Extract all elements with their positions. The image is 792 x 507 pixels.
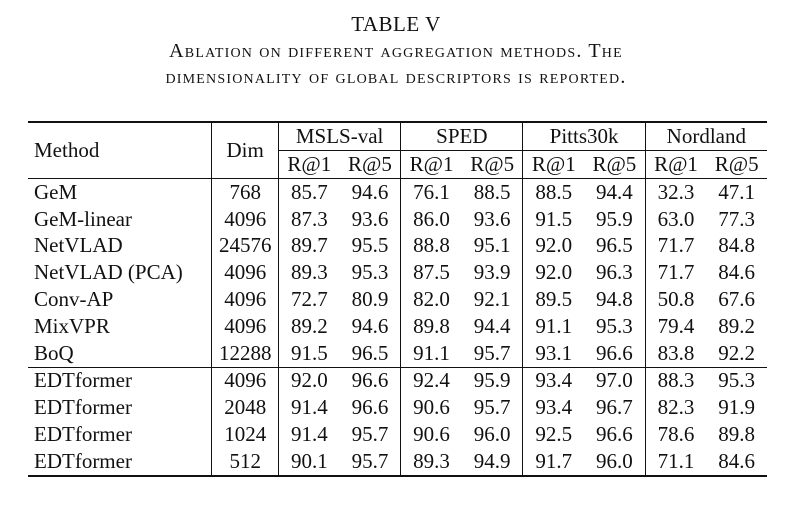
cell-value: 91.9 (718, 395, 756, 420)
cell-value: 71.7 (645, 233, 706, 260)
cell-value: 87.5 (401, 259, 462, 286)
header-dataset-pitts30k: Pitts30k (523, 122, 645, 151)
cell-dim: 4096 (212, 259, 279, 286)
cell-value: 92.0 (279, 367, 340, 394)
cell-value: 95.7 (473, 395, 511, 420)
cell-value: 96.5 (351, 340, 389, 365)
table-row (28, 448, 767, 476)
cell-dim: 1024 (212, 421, 279, 448)
cell-value: 94.8 (596, 287, 633, 312)
cell-value: 84.6 (718, 260, 756, 285)
cell-value: 95.3 (706, 367, 767, 394)
cell-method: NetVLAD (PCA) (34, 260, 183, 285)
cell-value: 95.1 (473, 233, 511, 258)
cell-value: 82.3 (645, 394, 706, 421)
cell-dim: 768 (212, 179, 279, 206)
table-row (28, 340, 767, 367)
cell-value: 88.3 (645, 367, 706, 394)
caption-line-1: Ablation on different aggregation methods. The (169, 40, 623, 62)
cell-value: 95.3 (596, 313, 633, 338)
cell-value: 92.0 (523, 233, 584, 260)
cell-value: 96.6 (596, 422, 633, 447)
cell-value: 95.9 (596, 206, 633, 231)
cell-method: GeM-linear (34, 206, 132, 231)
cell-value: 92.2 (718, 340, 756, 365)
cell-value: 76.1 (401, 179, 462, 206)
cell-value: 96.6 (351, 395, 389, 420)
cell-value: 89.7 (290, 233, 328, 258)
cell-value: 91.5 (523, 206, 584, 233)
cell-value: 71.7 (645, 259, 706, 286)
cell-method: EDTformer (34, 395, 132, 420)
cell-value: 92.1 (473, 287, 511, 312)
cell-method: GeM (34, 179, 78, 204)
cell-value: 88.5 (523, 179, 584, 206)
header-dim: Dim (212, 122, 279, 179)
cell-value: 96.3 (596, 260, 633, 285)
cell-value: 92.5 (523, 421, 584, 448)
cell-value: 92.4 (401, 367, 462, 394)
cell-value: 94.6 (351, 313, 389, 338)
cell-value: 93.1 (523, 340, 584, 367)
cell-value: 82.0 (401, 286, 462, 313)
cell-value: 94.6 (351, 179, 389, 204)
cell-value: 93.6 (473, 206, 511, 231)
cell-value: 84.6 (706, 448, 767, 476)
header-metric: R@5 (706, 151, 767, 179)
cell-value: 85.7 (290, 179, 328, 204)
cell-value: 89.2 (718, 313, 756, 338)
cell-value: 67.6 (718, 287, 756, 312)
table-row (28, 259, 767, 286)
cell-value: 86.0 (401, 206, 462, 233)
cell-method: Conv-AP (34, 287, 114, 312)
cell-value: 93.4 (523, 367, 584, 394)
cell-value: 91.7 (523, 448, 584, 476)
cell-value: 96.5 (596, 233, 633, 258)
cell-value: 96.0 (473, 422, 511, 447)
cell-value: 87.3 (290, 206, 328, 231)
cell-dim: 4096 (212, 313, 279, 340)
cell-value: 94.4 (473, 313, 511, 338)
cell-dim: 2048 (212, 394, 279, 421)
cell-value: 93.6 (351, 206, 389, 231)
cell-value: 89.5 (523, 286, 584, 313)
table-row (28, 367, 767, 394)
cell-value: 91.4 (290, 422, 328, 447)
cell-value: 50.8 (645, 286, 706, 313)
table-body (28, 179, 767, 476)
cell-value: 95.7 (351, 422, 389, 447)
cell-value: 88.8 (401, 233, 462, 260)
cell-value: 88.5 (473, 179, 511, 204)
cell-method: NetVLAD (34, 233, 123, 258)
header-metric: R@5 (584, 151, 645, 179)
cell-value: 83.8 (645, 340, 706, 367)
cell-value: 77.3 (718, 206, 756, 231)
table-row (28, 206, 767, 233)
cell-dim: 4096 (212, 286, 279, 313)
header-method: Method (28, 122, 212, 179)
header-metric: R@1 (645, 151, 706, 179)
cell-value: 63.0 (645, 206, 706, 233)
cell-value: 96.7 (596, 395, 633, 420)
cell-value: 91.4 (290, 395, 328, 420)
cell-value: 80.9 (351, 287, 389, 312)
header-dataset-nordland: Nordland (645, 122, 767, 151)
cell-value: 84.8 (718, 233, 756, 258)
cell-value: 94.9 (462, 448, 523, 476)
header-dataset-sped: SPED (401, 122, 523, 151)
cell-value: 95.5 (351, 233, 389, 258)
cell-value: 32.3 (645, 179, 706, 206)
cell-dim: 4096 (212, 367, 279, 394)
cell-value: 91.5 (290, 340, 328, 365)
cell-value: 93.4 (523, 394, 584, 421)
cell-value: 91.1 (523, 313, 584, 340)
cell-value: 92.0 (523, 259, 584, 286)
ablation-table (28, 121, 767, 477)
cell-method: EDTformer (28, 448, 212, 476)
cell-dim: 12288 (212, 340, 279, 367)
cell-method: EDTformer (28, 367, 212, 394)
cell-value: 95.3 (351, 260, 389, 285)
cell-value: 95.7 (473, 340, 511, 365)
cell-value: 89.3 (290, 260, 328, 285)
cell-value: 90.6 (401, 394, 462, 421)
table-row (28, 313, 767, 340)
cell-value: 72.7 (290, 287, 328, 312)
cell-value: 95.9 (462, 367, 523, 394)
cell-value: 90.6 (401, 421, 462, 448)
cell-value: 79.4 (645, 313, 706, 340)
cell-value: 97.0 (584, 367, 645, 394)
cell-method: MixVPR (34, 313, 110, 338)
cell-value: 89.3 (401, 448, 462, 476)
header-dataset-msls-val: MSLS-val (279, 122, 401, 151)
header-metric: R@1 (401, 151, 462, 179)
cell-value: 95.7 (340, 448, 401, 476)
cell-value: 47.1 (718, 179, 756, 204)
table-label: TABLE V (351, 12, 441, 36)
cell-value: 89.8 (401, 313, 462, 340)
cell-value: 89.8 (718, 422, 756, 447)
table-row (28, 179, 767, 206)
cell-value: 96.0 (584, 448, 645, 476)
cell-value: 78.6 (645, 421, 706, 448)
cell-dim: 4096 (212, 206, 279, 233)
header-metric: R@1 (279, 151, 340, 179)
header-metric: R@5 (462, 151, 523, 179)
cell-value: 90.1 (279, 448, 340, 476)
table-row (28, 286, 767, 313)
cell-method: BoQ (34, 340, 74, 365)
cell-method: EDTformer (34, 422, 132, 447)
cell-value: 89.2 (290, 313, 328, 338)
cell-dim: 24576 (212, 233, 279, 260)
table-row (28, 394, 767, 421)
cell-value: 96.6 (596, 340, 633, 365)
caption-line-2: dimensionality of global descriptors is reported. (165, 66, 627, 88)
cell-value: 94.4 (596, 179, 633, 204)
cell-value: 71.1 (645, 448, 706, 476)
table-row (28, 233, 767, 260)
cell-value: 91.1 (401, 340, 462, 367)
cell-value: 93.9 (473, 260, 511, 285)
cell-value: 96.6 (340, 367, 401, 394)
header-metric: R@1 (523, 151, 584, 179)
table-row (28, 421, 767, 448)
cell-dim: 512 (212, 448, 279, 476)
header-metric: R@5 (340, 151, 401, 179)
